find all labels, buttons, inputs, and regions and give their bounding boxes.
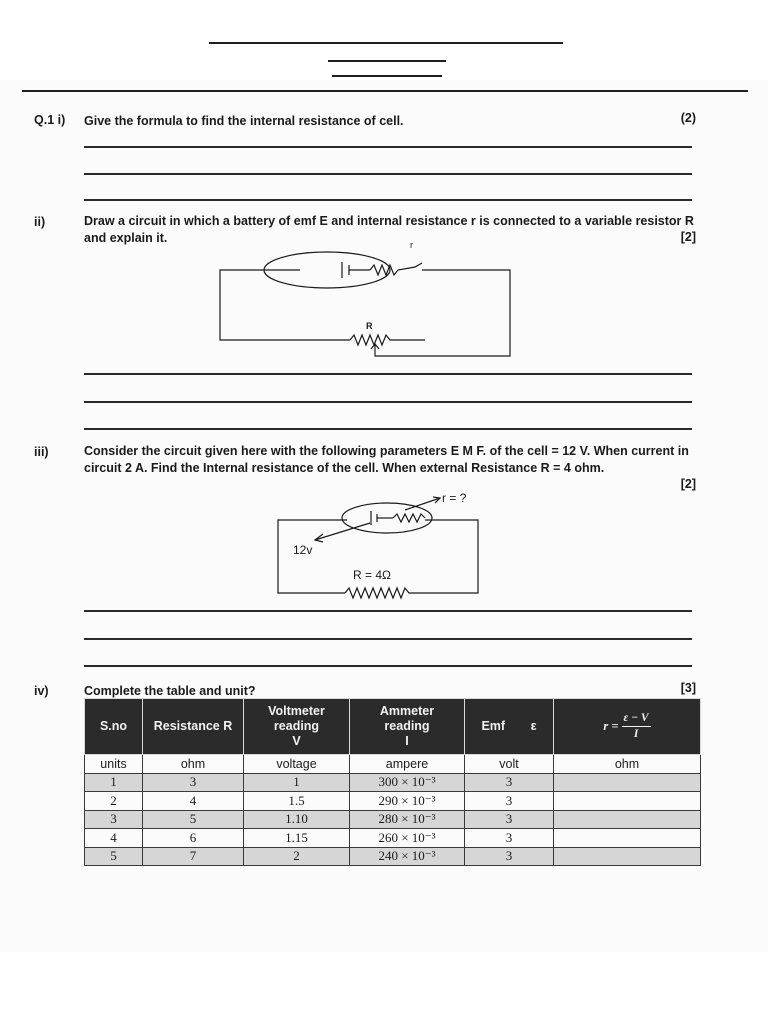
cell-emf: 3 xyxy=(465,810,554,829)
answer-line[interactable] xyxy=(84,199,692,201)
variable-resistor-zigzag xyxy=(350,335,425,345)
cell-voltage: 1 xyxy=(244,773,350,792)
table-row xyxy=(85,810,701,829)
header-sno: S.no xyxy=(85,699,143,755)
cell-current: 260 × 10⁻³ xyxy=(350,829,465,848)
cell-voltage: 1.5 xyxy=(244,792,350,811)
question-4-text: Complete the table and unit? xyxy=(84,684,256,698)
external-resistor-zigzag xyxy=(345,588,415,598)
question-1-marks: (2) xyxy=(680,111,696,125)
cell-sno: 1 xyxy=(85,773,143,792)
cell-internal-resistance-blank[interactable] xyxy=(554,847,701,866)
cell-resistance: 7 xyxy=(143,847,244,866)
page-top-border xyxy=(22,90,748,92)
cell-emf: 3 xyxy=(465,829,554,848)
answer-line[interactable] xyxy=(84,610,692,612)
header-rule-1 xyxy=(209,42,563,44)
cell-current: 290 × 10⁻³ xyxy=(350,792,465,811)
header-voltmeter: Voltmeter reading V xyxy=(244,699,350,755)
data-table xyxy=(84,698,701,866)
emf-pointer-line xyxy=(315,523,370,540)
question-3-marks: [2] xyxy=(680,477,696,491)
circuit-wire-right xyxy=(415,520,478,593)
cell-voltage: 1.15 xyxy=(244,829,350,848)
internal-resistance-formula: r = $\frac{\varepsilon - V}{I}$ xyxy=(603,712,649,740)
question-2-label: ii) xyxy=(34,215,46,229)
question-3-label: iii) xyxy=(34,445,49,459)
question-2-text: Draw a circuit in which a battery of emf E and internal resistance r is connected to a variable resistor R and explain it. xyxy=(84,214,694,245)
emf-value-label: 12v xyxy=(293,543,313,557)
circuit-diagram-internal-resistance xyxy=(275,488,495,603)
question-1-text: Give the formula to find the internal resistance of cell. xyxy=(84,114,404,128)
unit-cell: ohm xyxy=(143,755,244,774)
cell-current: 280 × 10⁻³ xyxy=(350,810,465,829)
cell-emf: 3 xyxy=(465,792,554,811)
cell-resistance: 3 xyxy=(143,773,244,792)
internal-resistance-unknown-label: r = ? xyxy=(442,491,467,505)
table-row xyxy=(85,829,701,848)
answer-line[interactable] xyxy=(84,373,692,375)
cell-voltage: 1.10 xyxy=(244,810,350,829)
answer-line[interactable] xyxy=(84,146,692,148)
answer-line[interactable] xyxy=(84,401,692,403)
unit-cell: ampere xyxy=(350,755,465,774)
circuit-wire-left xyxy=(278,520,347,593)
question-4-label: iv) xyxy=(34,684,49,698)
cell-resistance: 6 xyxy=(143,829,244,848)
internal-resistor-zigzag xyxy=(393,514,425,522)
cell-resistance: 4 xyxy=(143,792,244,811)
table-row xyxy=(85,773,701,792)
header-resistance: Resistance R xyxy=(143,699,244,755)
unit-cell: ohm xyxy=(554,755,701,774)
header-ammeter: Ammeter reading I xyxy=(350,699,465,755)
circuit-wire-top-left xyxy=(220,270,350,340)
internal-resistor-zigzag xyxy=(370,263,422,275)
answer-line[interactable] xyxy=(84,173,692,175)
table-row xyxy=(85,847,701,866)
cell-emf: 3 xyxy=(465,773,554,792)
header-rule-2 xyxy=(328,60,446,62)
cell-resistance: 5 xyxy=(143,810,244,829)
variable-resistor-label: R xyxy=(366,321,373,331)
units-row xyxy=(85,755,701,774)
circuit-diagram-variable-resistor xyxy=(215,240,520,360)
header-formula xyxy=(554,699,701,755)
table-row xyxy=(85,792,701,811)
cell-internal-resistance-blank[interactable] xyxy=(554,792,701,811)
internal-resistance-label: r xyxy=(410,240,413,250)
circuit-wire-top-right xyxy=(375,270,510,356)
cell-sno: 5 xyxy=(85,847,143,866)
question-3-text: Consider the circuit given here with the following parameters E M F. of the cell = 12 V. When current in circuit 2 A. Find the Internal resistance of the cell. When external Resistance R = 4 ohm. xyxy=(84,444,689,475)
cell-sno: 4 xyxy=(85,829,143,848)
unit-cell: voltage xyxy=(244,755,350,774)
cell-internal-resistance-blank[interactable] xyxy=(554,773,701,792)
unit-cell: volt xyxy=(465,755,554,774)
cell-voltage: 2 xyxy=(244,847,350,866)
header-emf: Emf ε xyxy=(465,699,554,755)
external-resistance-label: R = 4Ω xyxy=(353,568,391,582)
cell-current: 240 × 10⁻³ xyxy=(350,847,465,866)
cell-sno: 3 xyxy=(85,810,143,829)
answer-line[interactable] xyxy=(84,638,692,640)
question-4-marks: [3] xyxy=(680,681,696,695)
question-2-marks: [2] xyxy=(680,230,696,244)
cell-emf: 3 xyxy=(465,847,554,866)
cell-current: 300 × 10⁻³ xyxy=(350,773,465,792)
cell-internal-resistance-blank[interactable] xyxy=(554,829,701,848)
answer-line[interactable] xyxy=(84,428,692,430)
header-rule-3 xyxy=(332,75,442,77)
question-1-label: Q.1 i) xyxy=(34,113,66,127)
table-header-row xyxy=(85,699,701,755)
epsilon-symbol: ε xyxy=(530,719,537,733)
unit-cell: units xyxy=(85,755,143,774)
cell-internal-resistance-blank[interactable] xyxy=(554,810,701,829)
answer-line[interactable] xyxy=(84,665,692,667)
cell-sno: 2 xyxy=(85,792,143,811)
